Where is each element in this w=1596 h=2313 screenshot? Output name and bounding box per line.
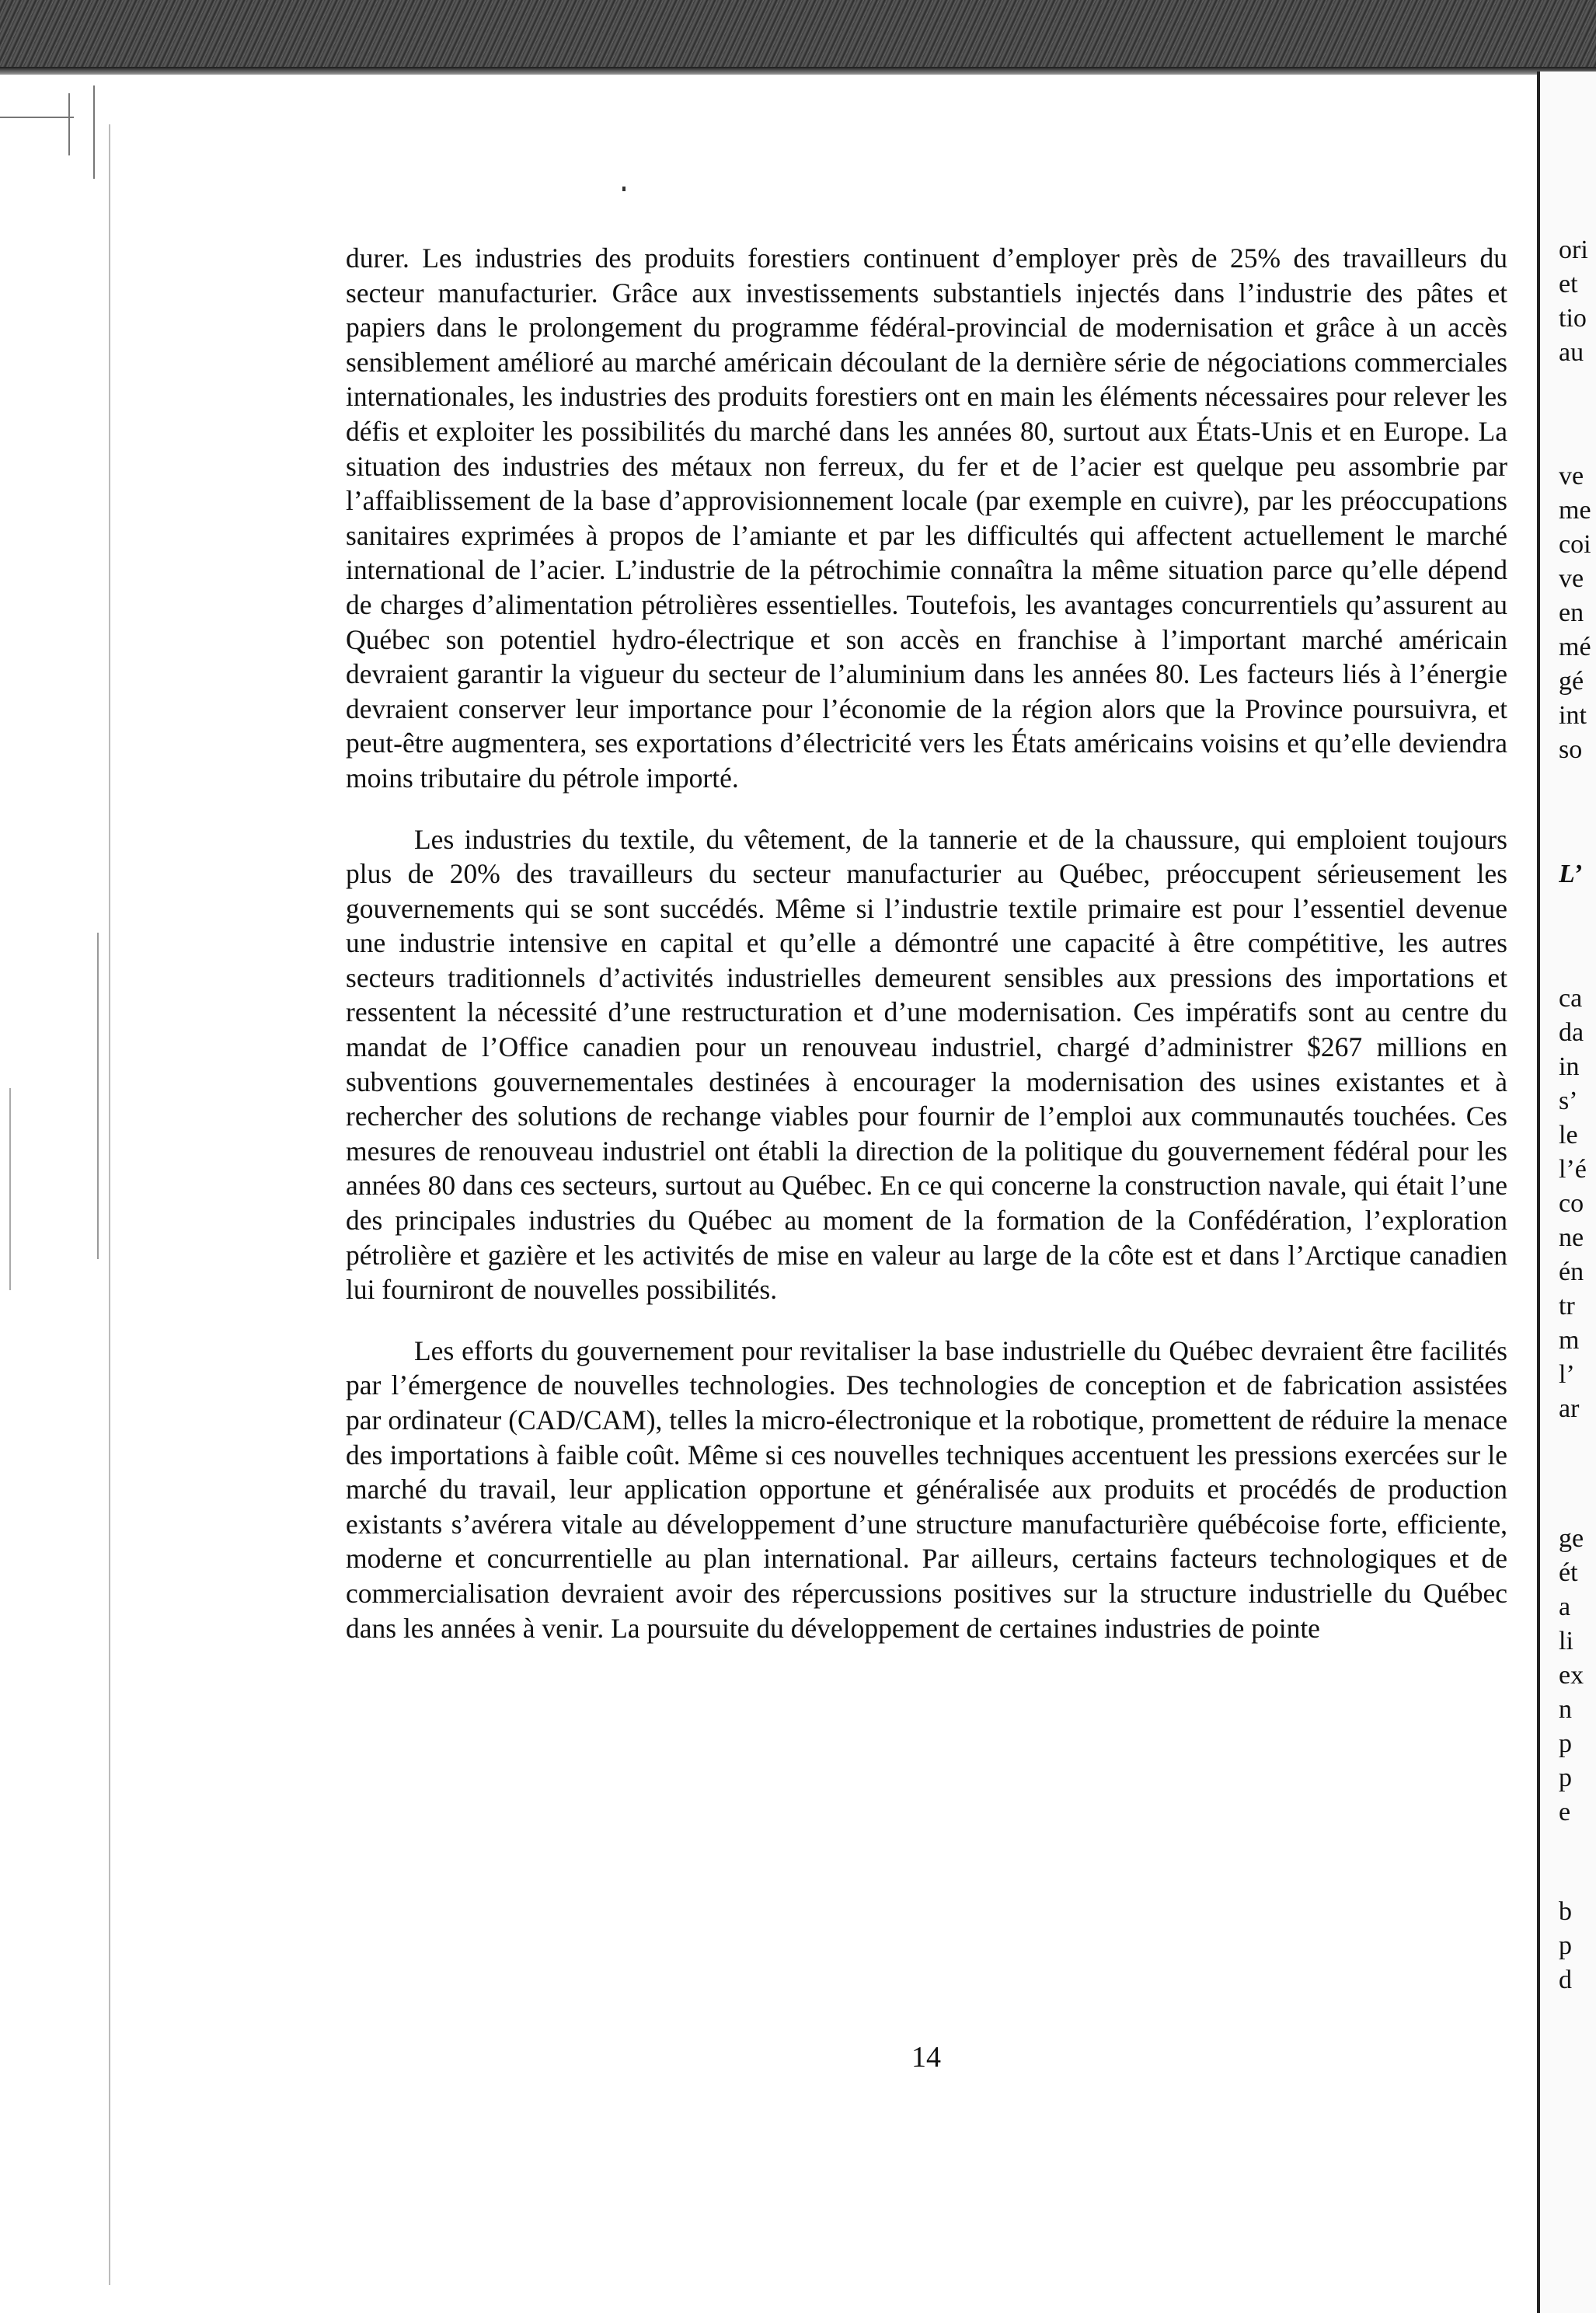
scan-speck [622, 187, 626, 191]
facing-fragment: e [1559, 1798, 1571, 1826]
facing-fragment: gé [1559, 667, 1584, 696]
facing-fragment: ge [1559, 1524, 1584, 1553]
facing-fragment: b [1559, 1897, 1572, 1926]
binding-artifact [97, 933, 99, 1259]
facing-fragment: le [1559, 1121, 1578, 1150]
facing-fragment: in [1559, 1052, 1580, 1081]
facing-fragment: au [1559, 338, 1584, 367]
facing-fragment: so [1559, 735, 1583, 764]
facing-fragment: ex [1559, 1661, 1584, 1690]
binding-artifact [0, 117, 74, 118]
facing-fragment: ori [1559, 235, 1588, 264]
binding-artifact [68, 93, 70, 155]
facing-fragment: én [1559, 1258, 1584, 1286]
facing-fragment: co [1559, 1189, 1584, 1218]
facing-fragment: a [1559, 1593, 1571, 1621]
facing-fragment-heading: L’ [1559, 860, 1583, 888]
facing-fragment: mé [1559, 633, 1591, 661]
facing-fragment: ve [1559, 564, 1584, 593]
page-edge [1537, 72, 1540, 2313]
facing-fragment: coi [1559, 530, 1591, 559]
facing-fragment: me [1559, 496, 1591, 525]
facing-fragment: ca [1559, 984, 1583, 1013]
facing-fragment: tio [1559, 304, 1587, 333]
facing-fragment: l’é [1559, 1155, 1587, 1184]
facing-fragment: n [1559, 1695, 1572, 1724]
facing-fragment: ne [1559, 1223, 1584, 1252]
facing-fragment: int [1559, 701, 1587, 730]
facing-fragment: en [1559, 598, 1584, 627]
facing-fragment: ve [1559, 462, 1584, 490]
paragraph-3: Les efforts du gouvernement pour revitaliser la base industrielle du Québec devraient être facilités par l’émergence de nouvelles technologies. Des technologies de conception et de fabrication assistées par ordinateur (CAD/CAM), telles la micro-électronique et la robotique, promettent de réduire la menace des importations à faible coût. Même si ces nouvelles techniques accentuent les pressions exercées sur le marché du travail, leur application opportune et généralisée aux produits et procédés de production existants s’avérera vitale au développement d’une structure manufacturière québécoise forte, efficiente, moderne et concurrentielle au plan international. Par ailleurs, certains facteurs technologiques et de commercialisation devraient avoir des répercussions positives sur la structure industrielle du Québec dans les années à venir. La poursuite du développement de certaines industries de pointe [346, 1334, 1507, 1644]
facing-fragment: et [1559, 270, 1578, 298]
binding-artifact [9, 1088, 11, 1290]
facing-fragment: p [1559, 1931, 1572, 1960]
binding-artifact [109, 124, 110, 2285]
facing-fragment: m [1559, 1326, 1580, 1355]
paragraph-2: Les industries du textile, du vêtement, de la tannerie et de la chaussure, qui emploient toujours plus de 20% des travailleurs du secteur manufacturier au Québec, préoccupent sérieusement les gouvernements qui se sont succédés. Même si l’industrie textile primaire est pour l’essentiel devenue une industrie intensive en capital et qu’elle a démontré une capacité à être compétitive, les autres secteurs traditionnels d’activités industrielles demeurent sensibles aux pressions des importations et ressentent la nécessité d’une restructuration et d’une modernisation. Ces impératifs sont au centre du mandat de l’Office canadien pour un renouveau industriel, chargé d’administrer $267 millions en subventions gouvernementales destinées à encourager la modernisation des usines existantes et à rechercher des solutions de rechange viables pour fournir de l’emploi aux communautés touchées. Ces mesures de renouveau industriel ont établi la direction de la politique du gouvernement fédéral pour les années 80 dans ces secteurs, surtout au Québec. En ce qui concerne la construction navale, qui était l’une des principales industries du Québec au moment de la formation de la Confédération, l’exploration pétrolière et gazière et les activités de mise en valeur au large de la côte est et dans l’Arctique canadien lui fourniront de nouvelles possibilités. [346, 823, 1507, 1306]
facing-fragment: s’ [1559, 1087, 1578, 1115]
binding-artifact [93, 85, 95, 179]
facing-fragment: p [1559, 1729, 1572, 1758]
facing-fragment: p [1559, 1764, 1572, 1792]
facing-fragment: da [1559, 1018, 1584, 1047]
facing-fragment: ét [1559, 1558, 1578, 1587]
paragraph-1: durer. Les industries des produits forestiers continuent d’employer près de 25% des travailleurs du secteur manufacturier. Grâce aux investissements substantiels injectés dans l’industrie des pâtes et papiers dans le prolongement du programme fédéral-provincial de modernisation et grâce à un accès sensiblement amélioré au marché américain découlant de la dernière série de négociations commerciales internationales, les industries des produits forestiers ont en main les éléments nécessaires pour relever les défis et exploiter les possibilités du marché dans les années 80, surtout aux États-Unis et en Europe. La situation des industries des métaux non ferreux, du fer et de l’acier est quelque peu assombrie par l’affaiblissement de la base d’approvisionnement locale (par exemple en cuivre), par les préoccupations sanitaires exprimées à propos de l’amiante et par les difficultés qui affectent actuellement le marché international de l’acier. L’industrie de la pétrochimie connaîtra la même situation parce qu’elle dépend de charges d’alimentation pétrolières essentielles. Toutefois, les avantages concurrentiels qu’assurent au Québec son potentiel hydro-électrique et son accès en franchise à l’important marché américain devraient garantir la vigueur du secteur de l’aluminium dans les années 80. Les facteurs liés à l’énergie devraient conserver leur importance pour l’économie de la région alors que la Province poursuivra, et peut-être augmentera, ses exportations d’électricité vers les États américains voisins et qu’elle deviendra moins tributaire du pétrole importé. [346, 242, 1507, 794]
page-number: 14 [911, 2041, 941, 2074]
facing-fragment: tr [1559, 1292, 1575, 1320]
scan-top-band-edge [0, 67, 1596, 75]
scan-top-band [0, 0, 1596, 72]
facing-fragment: d [1559, 1966, 1572, 1994]
facing-fragment: ar [1559, 1394, 1580, 1423]
facing-fragment: li [1559, 1627, 1573, 1655]
body-text [346, 241, 1507, 1645]
facing-fragment: l’ [1559, 1360, 1575, 1389]
